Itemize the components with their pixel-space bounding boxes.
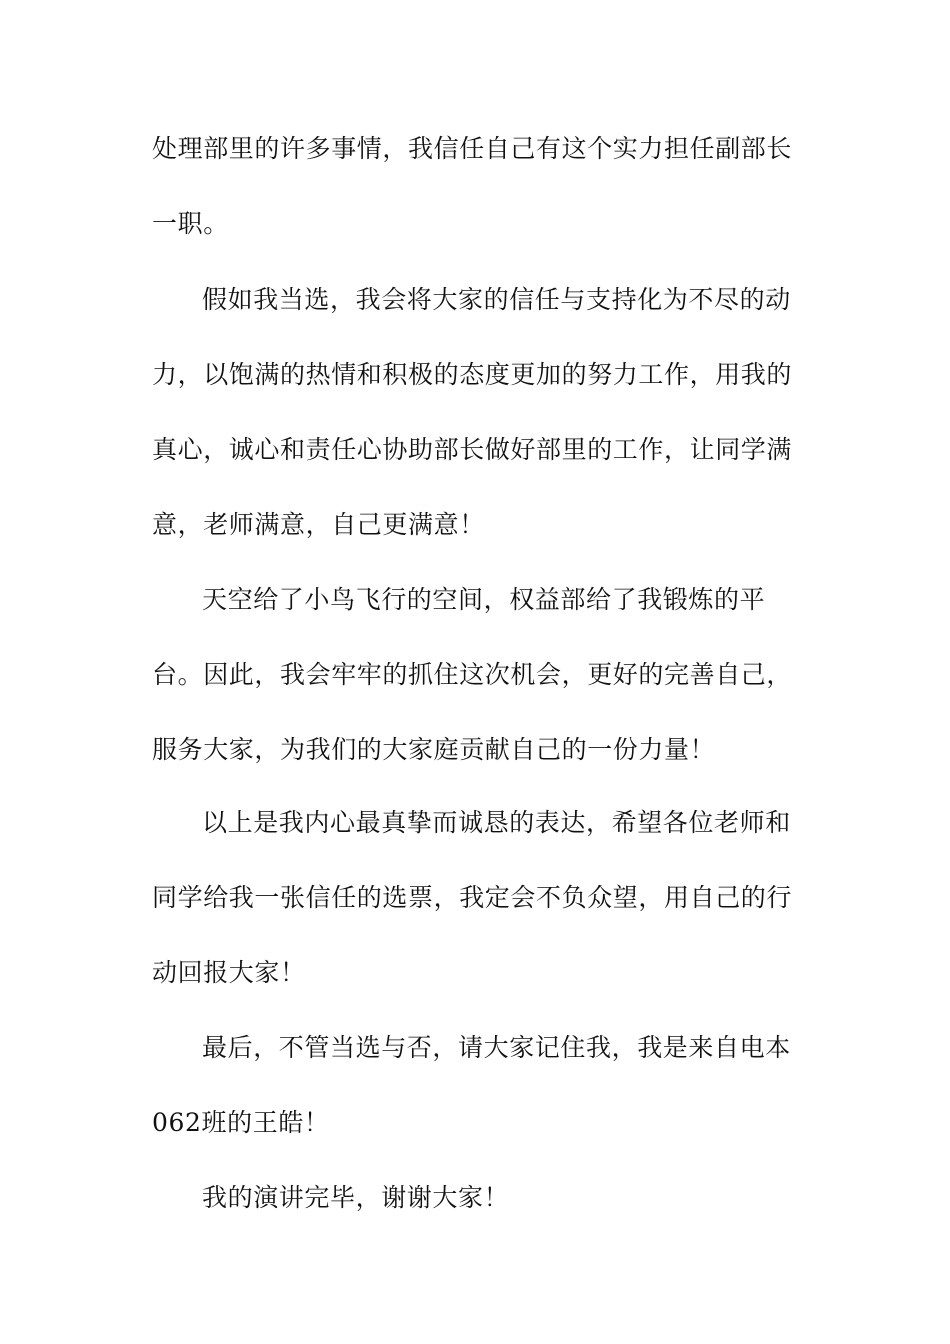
paragraph-line: 假如我当选，我会将大家的信任与支持化为不尽的动 <box>202 285 791 314</box>
paragraph-line: 我的演讲完毕，谢谢大家！ <box>202 1183 510 1212</box>
paragraph-line: 062班的王皓！ <box>152 1108 330 1137</box>
paragraph-line: 处理部里的许多事情，我信任自己有这个实力担任副部长 <box>152 134 793 163</box>
paragraph-line: 最后，不管当选与否，请大家记住我，我是来自电本 <box>202 1033 791 1062</box>
paragraph-line: 动回报大家！ <box>152 958 306 987</box>
paragraph-line: 真心，诚心和责任心协助部长做好部里的工作，让同学满 <box>152 435 793 464</box>
paragraph-line: 同学给我一张信任的选票，我定会不负众望，用自己的行 <box>152 883 793 912</box>
paragraph-line: 意，老师满意，自己更满意！ <box>152 510 485 539</box>
paragraph-line: 台。因此，我会牢牢的抓住这次机会，更好的完善自己， <box>152 660 793 689</box>
paragraph-line: 服务大家，为我们的大家庭贡献自己的一份力量！ <box>152 735 716 764</box>
paragraph-line: 一职。 <box>152 209 229 238</box>
paragraph-line: 天空给了小鸟飞行的空间，权益部给了我锻炼的平 <box>202 585 766 614</box>
paragraph-line: 力，以饱满的热情和积极的态度更加的努力工作，用我的 <box>152 360 793 389</box>
paragraph-line: 以上是我内心最真挚而诚恳的表达，希望各位老师和 <box>202 808 791 837</box>
